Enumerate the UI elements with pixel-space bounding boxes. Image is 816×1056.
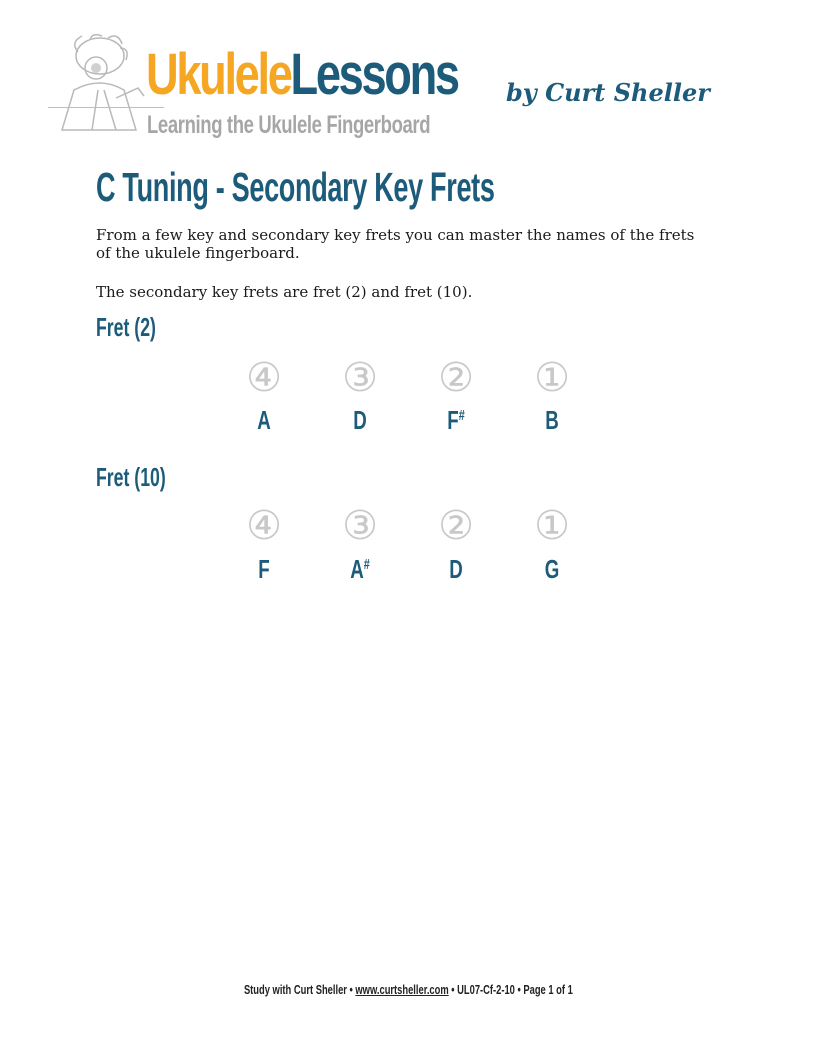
string-3-marker — [330, 503, 390, 549]
note-name: D — [449, 554, 463, 584]
byline: by Curt Sheller — [506, 78, 710, 107]
string-number-circle: ③ — [342, 503, 378, 549]
page-title: C Tuning - Secondary Key Frets — [96, 164, 495, 210]
string-number-circle: ② — [438, 355, 474, 401]
note-label — [426, 406, 486, 434]
string-number-circle: ① — [534, 503, 570, 549]
note-name: F — [258, 554, 270, 584]
string-number-circle: ② — [438, 503, 474, 549]
page-footer — [0, 982, 816, 997]
note-name: F — [447, 405, 459, 435]
note-name: B — [545, 405, 559, 435]
note-label — [234, 406, 294, 434]
section-heading-fret-2: Fret (2) — [96, 312, 156, 342]
string-2-marker — [426, 355, 486, 401]
string-4-marker — [234, 355, 294, 401]
string-1-marker — [522, 355, 582, 401]
footer-suffix: • UL07-Cf-2-10 • Page 1 of 1 — [448, 982, 573, 997]
note-name: A — [257, 405, 271, 435]
string-number-circle: ① — [534, 355, 570, 401]
note-name: D — [353, 405, 367, 435]
string-1-marker — [522, 503, 582, 549]
string-2-marker — [426, 503, 486, 549]
website-link[interactable]: www.curtsheller.com — [355, 982, 449, 997]
brand-wordmark — [146, 42, 458, 107]
brand-ukulele: Ukulele — [146, 42, 291, 107]
brand-lessons: Lessons — [290, 42, 458, 107]
header-divider — [48, 107, 164, 108]
summary-paragraph: The secondary key frets are fret (2) and fret (10). — [96, 283, 473, 301]
note-name: A — [350, 554, 364, 584]
tagline: Learning the Ukulele Fingerboard — [147, 111, 431, 139]
note-label — [330, 406, 390, 434]
footer-prefix: Study with Curt Sheller • — [243, 982, 356, 997]
string-number-circle: ③ — [342, 355, 378, 401]
note-name: G — [544, 554, 560, 584]
intro-paragraph: From a few key and secondary key frets you can master the names of the frets of the ukulele fingerboard. — [96, 226, 695, 262]
string-4-marker — [234, 503, 294, 549]
page-header — [48, 28, 710, 148]
note-label — [426, 555, 486, 583]
section-heading-fret-10: Fret (10) — [96, 462, 166, 492]
string-number-circle: ④ — [246, 355, 282, 401]
mascot-logo — [56, 32, 152, 136]
note-accidental: # — [363, 556, 370, 573]
string-3-marker — [330, 355, 390, 401]
note-label — [234, 555, 294, 583]
note-label — [330, 555, 390, 583]
note-label — [522, 406, 582, 434]
string-number-circle: ④ — [246, 503, 282, 549]
note-label — [522, 555, 582, 583]
note-accidental: # — [458, 407, 465, 424]
